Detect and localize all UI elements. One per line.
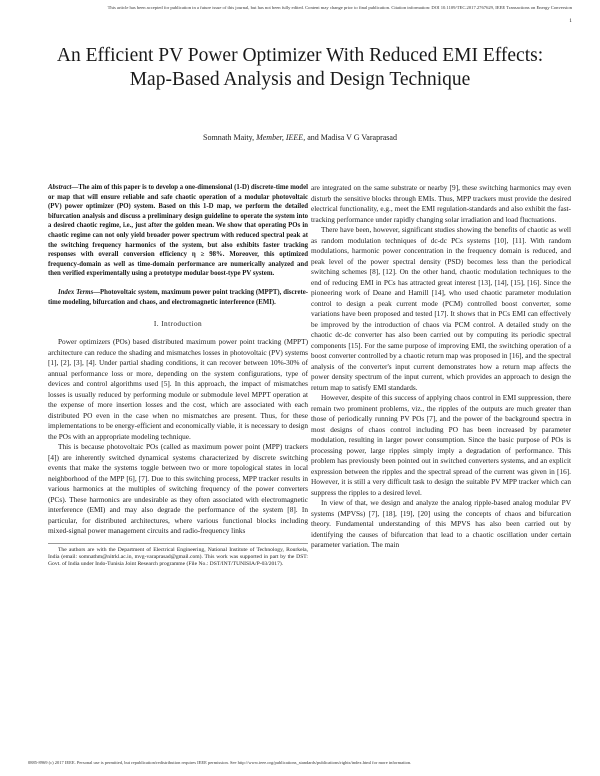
intro-paragraph-2: This is because photovoltaic POs (called as maximum power point (MPP) trackers [4]) are inherently switched dynamical systems characterized by discrete switching events that make the systems toggle between two or more topological states in local neighborhood of the MPP [6], [7]. Due to this switching process, MPP tracker results in various harmonics at the multiples of switching frequency of the power converters (PCs). These harmonics are undesirable as they often associated with electromagnetic interference (EMI) and may also degrade the performance of the system [8]. In particular, for distributed architectures, where various functional blocks including mixed-signal power management circuits and radio-frequency links [48, 442, 308, 536]
author-1-role: Member, IEEE, [256, 133, 306, 142]
footnote-text: The authors are with the Department of Electrical Engineering, National Institute of Technology, Rourkela, India (email: somnathm@nitrkl.ac.in, mvg-varaprasad@gmail.com). This work was supported in part by the DST: Govt. of India under Indo-Tunisia Joint Research programme (File No.: DST/INT/TUNISIA/P-03/2017). [48, 546, 308, 568]
abstract-text [48, 183, 308, 279]
intro-paragraph-4: There have been, however, significant studies showing the benefits of chaotic as well as random modulation techniques of dc-dc PCs systems [10], [11]. With random modulations, harmonic power concentration in the frequency domain is reduced, and peak level of the power spectral density (PSD) becomes less than the periodical switching schemes [8], [12]. On the other hand, chaotic modulation techniques to the end of reducing EMI in PCs has attracted great interest [13], [14], [15], [16]. Since the pioneering work of Deane and Hamill [14], who used chaotic parameter modulation control to design a peak current mode (PCM) controlled boost converter, some variations have been proposed and tested [17]. It shows that in PCs EMI can effectively be improved by the introduction of chaos via PCM control. A detailed study on the chaotic dc-dc converter has also been carried out by computing its periodic spectral components [15]. For the same purpose of improving EMI, the switching operation of a boost converter controlled by a chaotic return map was proposed in [16], and the spectral analysis of the converter's input current demonstrates how a return map affects the power density spectrum of the input current, which provides an approach to design the return map to satisfy EMI standards. [311, 225, 571, 392]
author-2: and Madisa V G Varaprasad [307, 133, 397, 142]
page-number: 1 [569, 18, 572, 24]
paper-title: An Efficient PV Power Optimizer With Reduced EMI Effects: Map-Based Analysis and Design Technique [56, 45, 544, 90]
index-terms-text [48, 288, 308, 307]
intro-paragraph-6: In view of that, we design and analyze the analog ripple-based analog modular PV systems (MPVSs) [7], [18], [19], [20] using the concepts of chaos and bifurcation theory. Fundamental understanding of this MPVS has also been carried out by identifying the causes of bifurcation that lead to a chaotic oscillation under certain parameter variation. The main [311, 498, 571, 549]
left-column [48, 183, 308, 568]
abstract-body: —The aim of this paper is to develop a one-dimensional (1-D) discrete-time model or map that will ensure reliable and safe chaotic operation of a modular photovoltaic (PV) power optimizer (PO) system. Based on this 1-D map, we perform the detailed bifurcation analysis and discuss a preliminary design guideline to operate the system into a desired chaotic regime, i.e., just after the golden mean. We show that operating POs in chaotic regime can not only yield broader power spectrum with reduced spectral peak at the switching frequency harmonics of the system, but also exhibits faster tracking responses with overall conversion efficiency η ≥ 98%. Moreover, this optimized frequency-domain as well as time-domain performance are numerically analyzed and then verified experimentally using a prototype modular boost-type PV system. [48, 184, 308, 278]
author-1: Somnath Maity, [203, 133, 255, 142]
abstract-label: Abstract [48, 184, 72, 191]
author-footnote [48, 543, 308, 569]
intro-paragraph-5: However, despite of this success of applying chaos control in EMI suppression, there remain two prominent problems, viz., the ripples of the outputs are much greater than those of periodically running PV POs [7], and the power of the background spectra in most designs of chaos control including PO has been increased by parameter modulation, resulting in larger power consumption. Since the basic purpose of POs is processing power, large ripples simply imply a degradation of performance. This problem has previously been pointed out in switched converters systems, and an explicit expression between the ripples and the spectral spread of the current was given in [16]. However, it is still a very difficult task to design the suitable PV MPP tracker which can suppress the ripples to a desired level. [311, 393, 571, 497]
journal-header-notice: This article has been accepted for publication in a future issue of this journal, but has not been fully edited. Content may change prior to final publication. Citation information: DOI 10.1109/TEC.2017.2767629, IEEE Transactions on Energy Conversion [107, 5, 572, 10]
intro-paragraph-3: are integrated on the same substrate or nearby [9], these switching harmonics may even disturb the sensitive blocks through EMIs. Thus, MPP trackers must provide the desired electrical functionality, e.g., meet the EMI regulation-standards and also exhibit the fast-tracking performance under rapidly changing solar irradiation and load fluctuations. [311, 183, 571, 224]
intro-paragraph-1: Power optimizers (POs) based distributed maximum power point tracking (MPPT) architecture can reduce the shading and mismatches losses in photovoltaic (PV) systems [1], [2], [3], [4]. Under partial shading conditions, it can recover between 10%-30% of annual performance loss or more, depending on the system configurations, type of devices and control algorithms used [5]. In this approach, the impact of mismatches losses is usually reduced by performing module or submodule level MPPT operation at the expense of more insertion losses and the cost, which are associated with each distributed PO even in the case when no mismatches are present. Thus, for these implementations to be energy-efficient and economically viable, it is necessary to design the POs with an appropriate modeling technique. [48, 337, 308, 441]
author-line [40, 133, 560, 142]
index-terms-body: —Photovoltaic system, maximum power point tracking (MPPT), discrete-time modeling, bifurcation and chaos, and electromagnetic interference (EMI). [48, 288, 308, 306]
copyright-footer: 0885-8969 (c) 2017 IEEE. Personal use is permitted, but republication/redistribution requires IEEE permission. See http://www.ieee.org/publications_standards/publications/rights/index.html for more information. [28, 760, 412, 765]
abstract [48, 183, 308, 279]
section-heading-introduction: I. Introduction [153, 319, 203, 329]
right-column [311, 183, 571, 551]
index-terms [48, 288, 308, 307]
index-terms-label: Index Terms [58, 288, 94, 296]
